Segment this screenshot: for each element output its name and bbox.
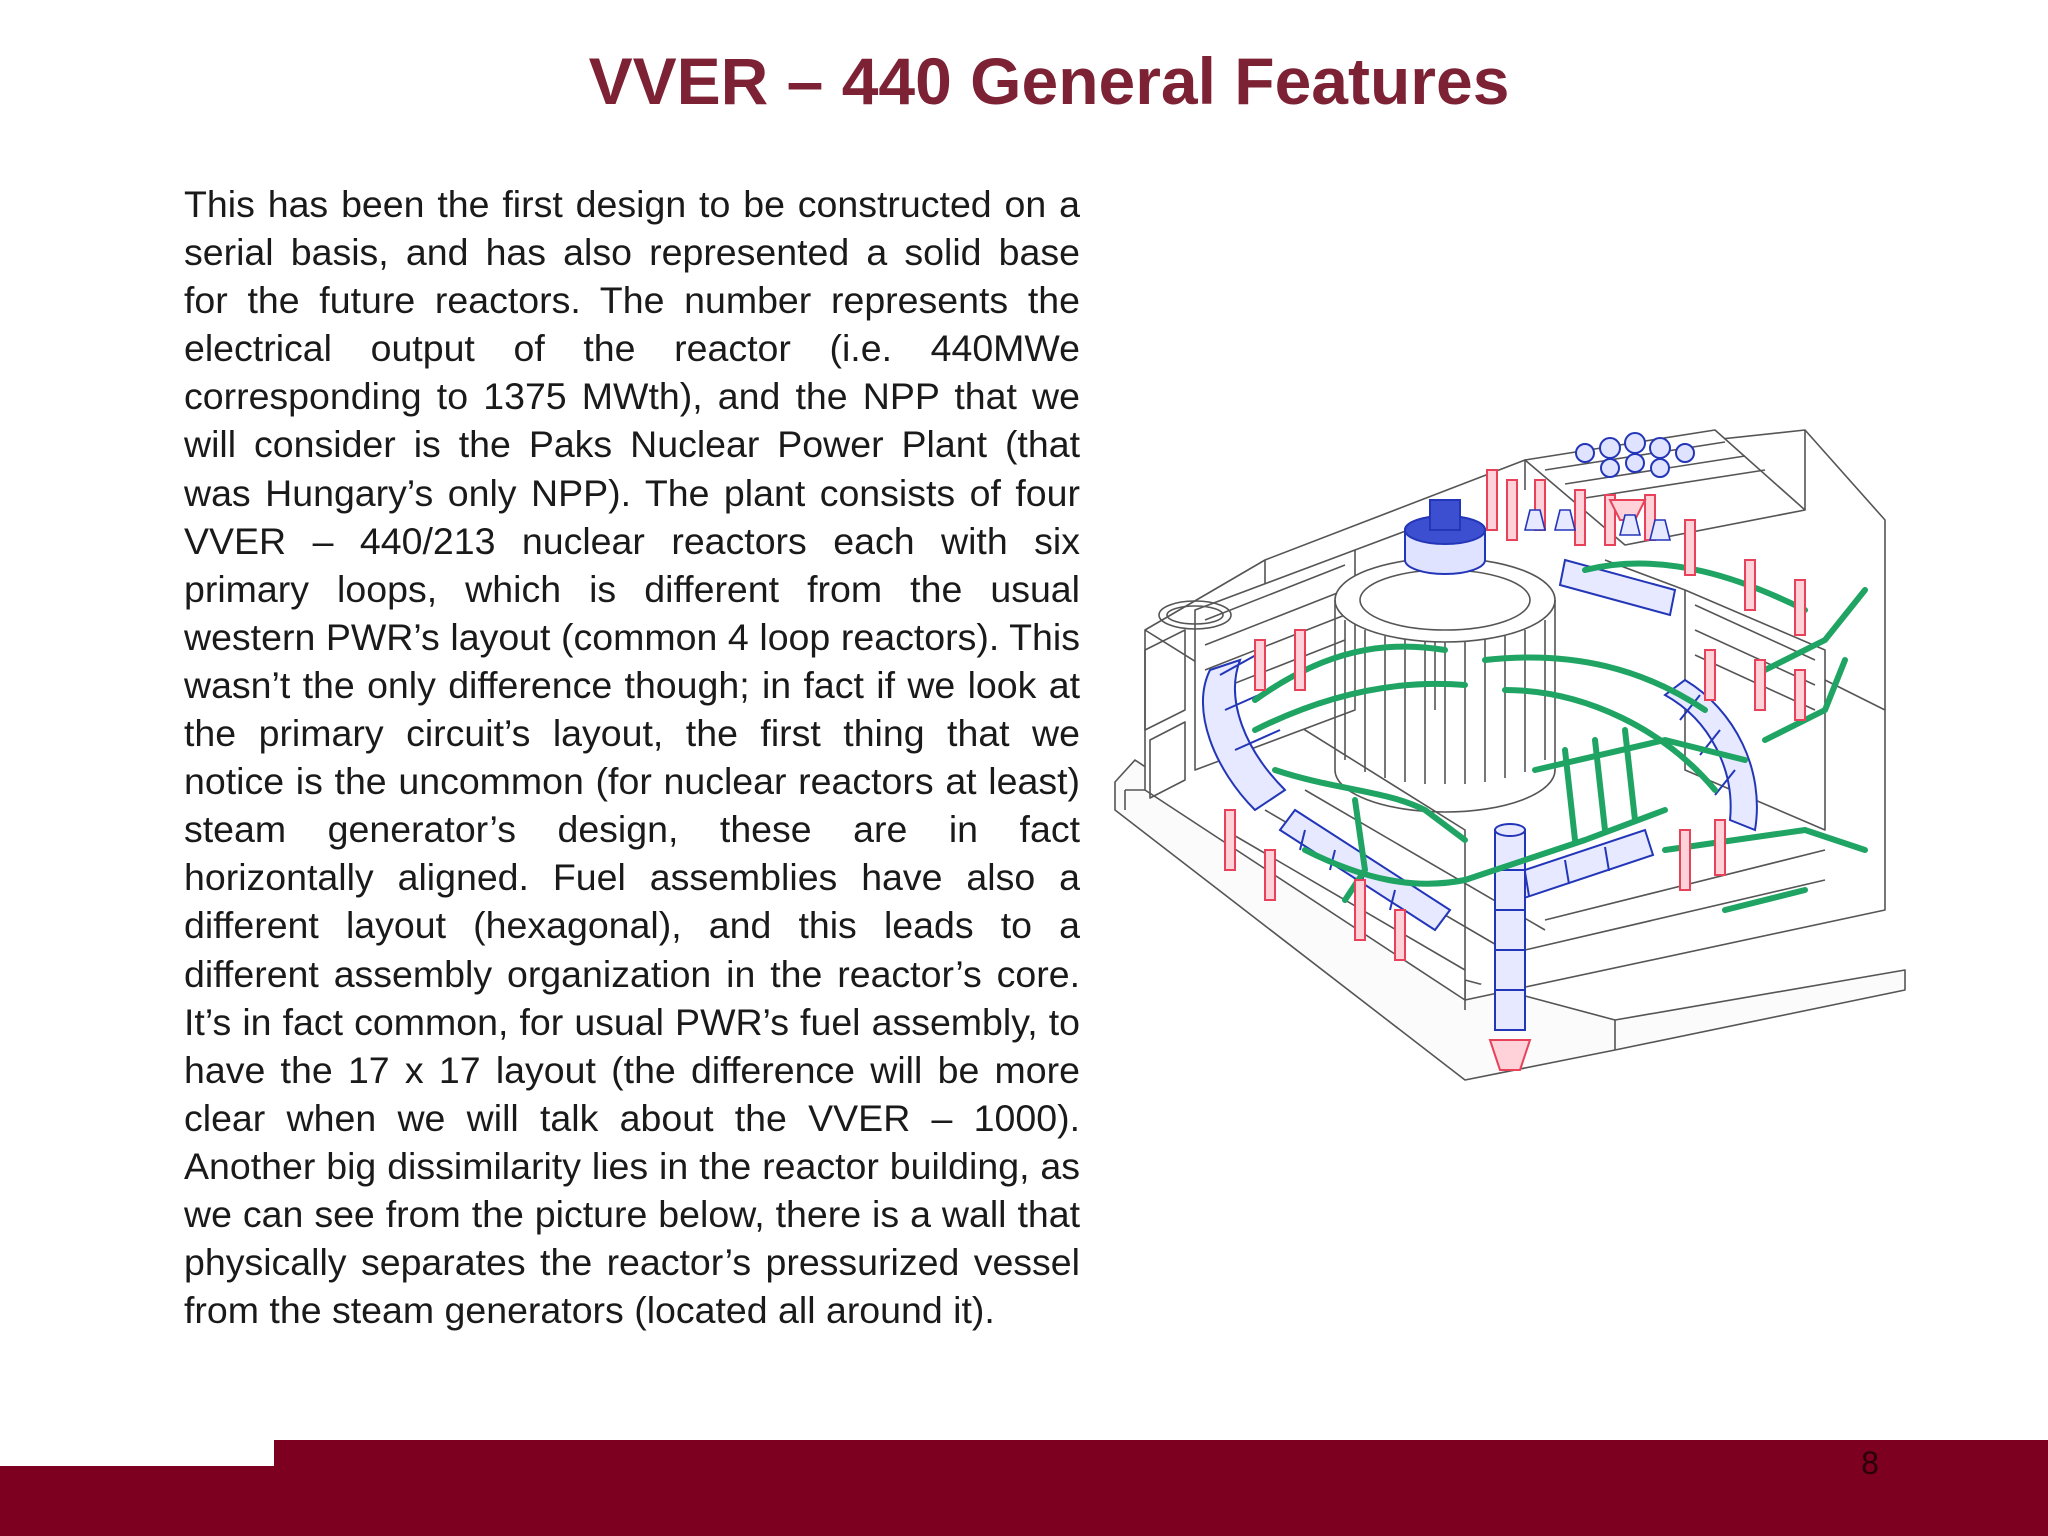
slide-title-text: VVER – 440 General Features: [588, 44, 1510, 118]
footer-bar: [0, 1466, 2048, 1536]
body-paragraph: This has been the first design to be constructed on a serial basis, and has also represented a solid base for the future reactors. The number represents the electrical output of the reactor (i.e. 440MWe corresponding to 1375 MWth), and the NPP that we will consider is the Paks Nuclear Power Plant (that was Hungary’s only NPP). The plant consists of four VVER – 440/213 nuclear reactors each with six primary loops, which is different from the usual western PWR’s layout (common 4 loop reactors). This wasn’t the only difference though; in fact if we look at the primary circuit’s layout, the first thing that we notice is the uncommon (for nuclear reactors at least) steam generator’s design, these are in fact horizontally aligned. Fuel assemblies have also a different layout (hexagonal), and this leads to a different assembly organization in the reactor’s core. It’s in fact common, for usual PWR’s fuel assembly, to have the 17 x 17 layout (the difference will be more clear when we will talk about the VVER – 1000). Another big dissimilarity lies in the reactor building, as we can see from the picture below, there is a wall that physically separates the reactor’s pressurized vessel from the steam generators (located all around it).: [184, 183, 1080, 1332]
page-number: 8: [1861, 1445, 1879, 1481]
reactor-building-illustration: [1105, 410, 2005, 1110]
reactor-building-drawing: [1105, 410, 2005, 1110]
slide-title: [0, 38, 2048, 124]
